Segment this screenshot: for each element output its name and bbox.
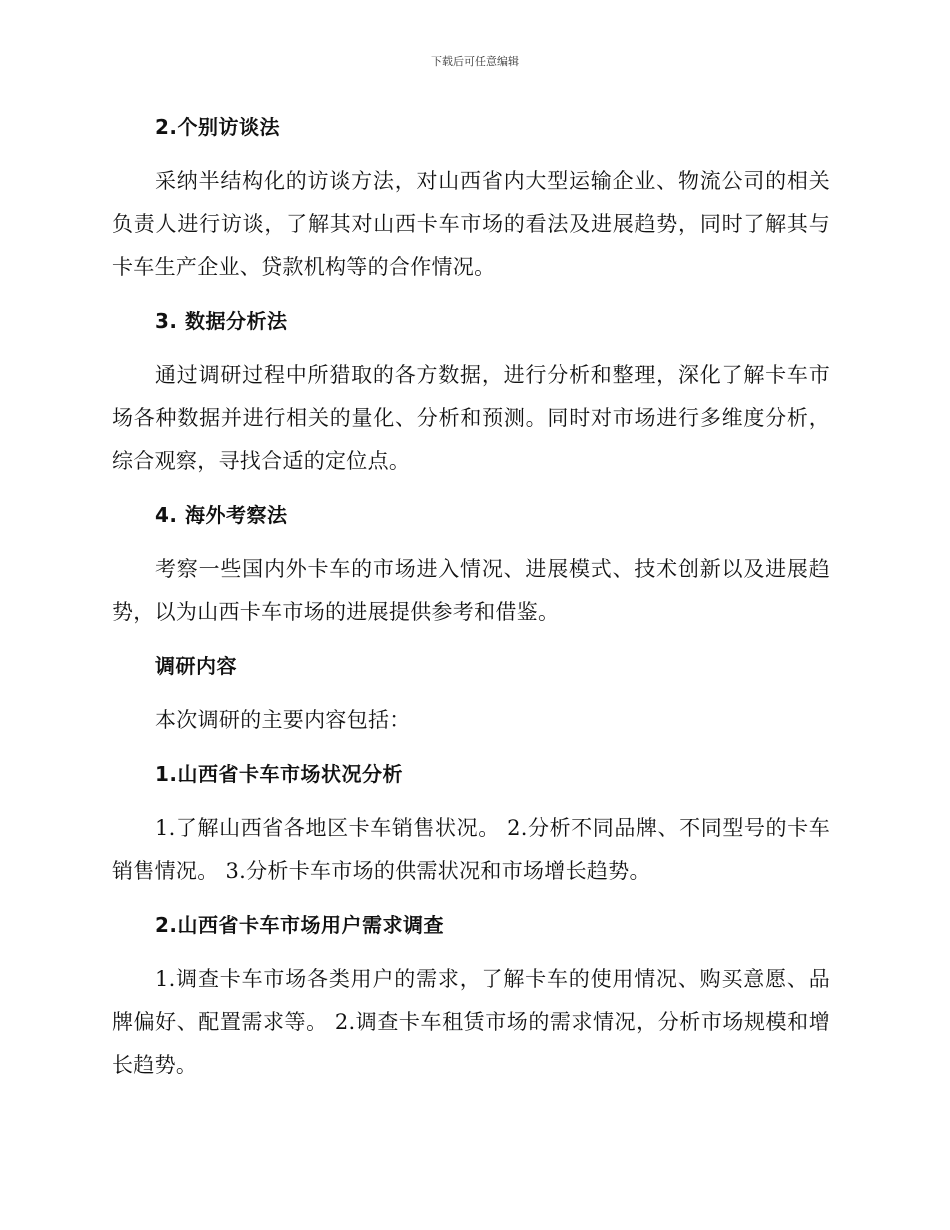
paragraph-overseas-study: 考察一些国内外卡车的市场进入情况、进展模式、技术创新以及进展趋势，以为山西卡车市场的进展提供参考和借鉴。 <box>112 557 830 624</box>
paragraph-interview-method: 采纳半结构化的访谈方法，对山西省内大型运输企业、物流公司的相关负责人进行访谈，了解其对山西卡车市场的看法及进展趋势，同时了解其与卡车生产企业、贷款机构等的合作情况。 <box>112 169 830 279</box>
heading-overseas-study: 4. 海外考察法 <box>155 503 288 527</box>
paragraph-market-analysis: 1.了解山西省各地区卡车销售状况。 2.分析不同品牌、不同型号的卡车销售情况。 3.分析卡车市场的供需状况和市场增长趋势。 <box>112 816 830 883</box>
heading-research-content: 调研内容 <box>155 654 237 678</box>
heading-market-analysis: 1.山西省卡车市场状况分析 <box>155 762 404 786</box>
page-header: 下载后可任意编辑 <box>431 55 519 68</box>
paragraph-user-demand: 1.调查卡车市场各类用户的需求，了解卡车的使用情况、购买意愿、品牌偏好、配置需求等。 2.调查卡车租赁市场的需求情况，分析市场规模和增长趋势。 <box>112 967 830 1077</box>
paragraph-research-content: 本次调研的主要内容包括： <box>155 708 411 732</box>
heading-user-demand: 2.山西省卡车市场用户需求调查 <box>155 913 445 937</box>
document-body <box>112 106 830 1087</box>
heading-interview-method: 2.个别访谈法 <box>155 115 281 139</box>
heading-data-analysis: 3. 数据分析法 <box>155 309 288 333</box>
paragraph-data-analysis: 通过调研过程中所猎取的各方数据，进行分析和整理，深化了解卡车市场各种数据并进行相关的量化、分析和预测。同时对市场进行多维度分析，综合观察，寻找合适的定位点。 <box>112 363 830 473</box>
